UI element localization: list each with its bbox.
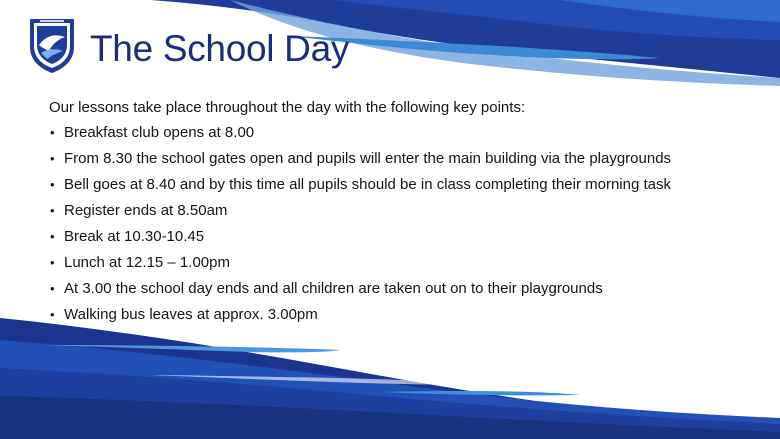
list-item bbox=[49, 279, 749, 299]
bullet-icon: • bbox=[50, 177, 55, 192]
list-item bbox=[49, 175, 749, 195]
list-item bbox=[49, 123, 749, 143]
intro-text: Our lessons take place throughout the day with the following key points: bbox=[49, 99, 526, 116]
point-text: Walking bus leaves at approx. 3.00pm bbox=[64, 306, 318, 323]
point-text: Bell goes at 8.40 and by this time all pupils should be in class completing their morning task bbox=[64, 176, 671, 193]
list-item bbox=[49, 149, 749, 169]
list-item bbox=[49, 201, 749, 221]
bullet-icon: • bbox=[50, 281, 55, 296]
bullet-icon: • bbox=[50, 307, 55, 322]
point-text: From 8.30 the school gates open and pupils will enter the main building via the playgrounds bbox=[64, 150, 672, 167]
bullet-icon: • bbox=[50, 125, 55, 140]
bullet-icon: • bbox=[50, 229, 55, 244]
slide-title: The School Day bbox=[90, 28, 350, 69]
bullet-icon: • bbox=[50, 151, 55, 166]
point-text: Breakfast club opens at 8.00 bbox=[64, 124, 255, 141]
bullet-icon: • bbox=[50, 203, 55, 218]
point-text: At 3.00 the school day ends and all children are taken out on to their playgrounds bbox=[64, 280, 603, 297]
point-text: Register ends at 8.50am bbox=[64, 202, 228, 219]
list-item bbox=[49, 305, 749, 325]
slide-content bbox=[49, 98, 749, 331]
bullet-icon: • bbox=[50, 255, 55, 270]
point-text: Break at 10.30-10.45 bbox=[64, 228, 205, 245]
school-crest-icon bbox=[27, 15, 77, 75]
list-item bbox=[49, 253, 749, 273]
list-item bbox=[49, 227, 749, 247]
point-text: Lunch at 12.15 – 1.00pm bbox=[64, 254, 230, 271]
key-points-list bbox=[49, 123, 749, 325]
